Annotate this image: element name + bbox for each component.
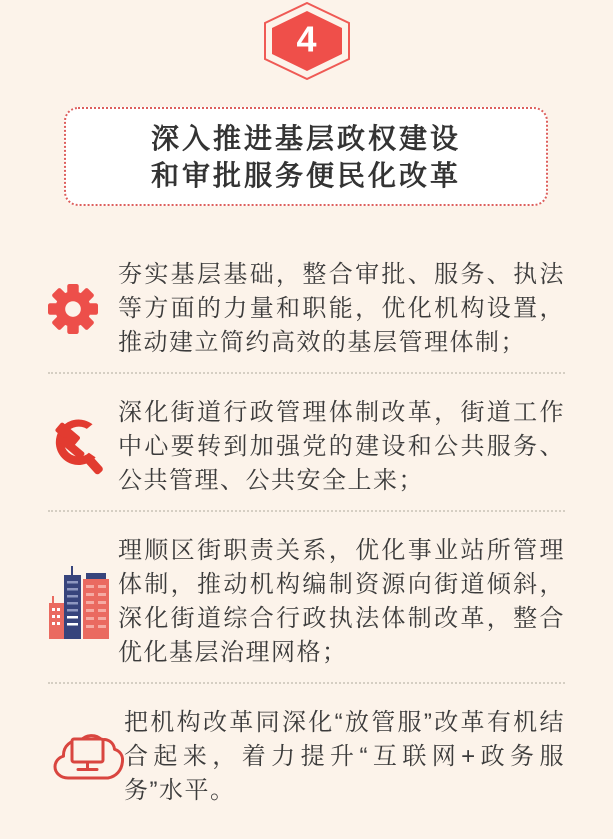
section-title-line2: 和审批服务便民化改革 (150, 159, 461, 191)
section-title-line1: 深入推进基层政权建设 (150, 122, 461, 154)
list-item-text: 夯实基层基础，整合审批、服务、执法等方面的力量和职能，优化机构设置，推动建立简约高效的基层管理体制； (118, 261, 565, 356)
list-item (48, 512, 565, 684)
buildings-icon (48, 563, 118, 641)
list-item (48, 236, 565, 374)
section-number-badge (259, 2, 355, 80)
section-number: 4 (296, 18, 317, 60)
gear-icon (48, 284, 118, 334)
cloud-monitor-icon (48, 726, 124, 788)
party-emblem-icon (48, 417, 118, 477)
list-item-text: 理顺区街职责关系，优化事业站所管理体制，推动机构编制资源向街道倾斜，深化街道综合行政执法体制改革，整合优化基层治理网格； (118, 537, 565, 666)
list-item (48, 374, 565, 512)
list-item-text: 把机构改革同深化“放管服”改革有机结合起来，着力提升“互联网+政务服务”水平。 (124, 709, 565, 804)
list-item-text: 深化街道行政管理体制改革，街道工作中心要转到加强党的建设和公共服务、公共管理、公共安全上来； (118, 399, 565, 494)
list-item (48, 684, 565, 820)
measures-list (48, 236, 565, 820)
section-title-box (64, 107, 548, 206)
